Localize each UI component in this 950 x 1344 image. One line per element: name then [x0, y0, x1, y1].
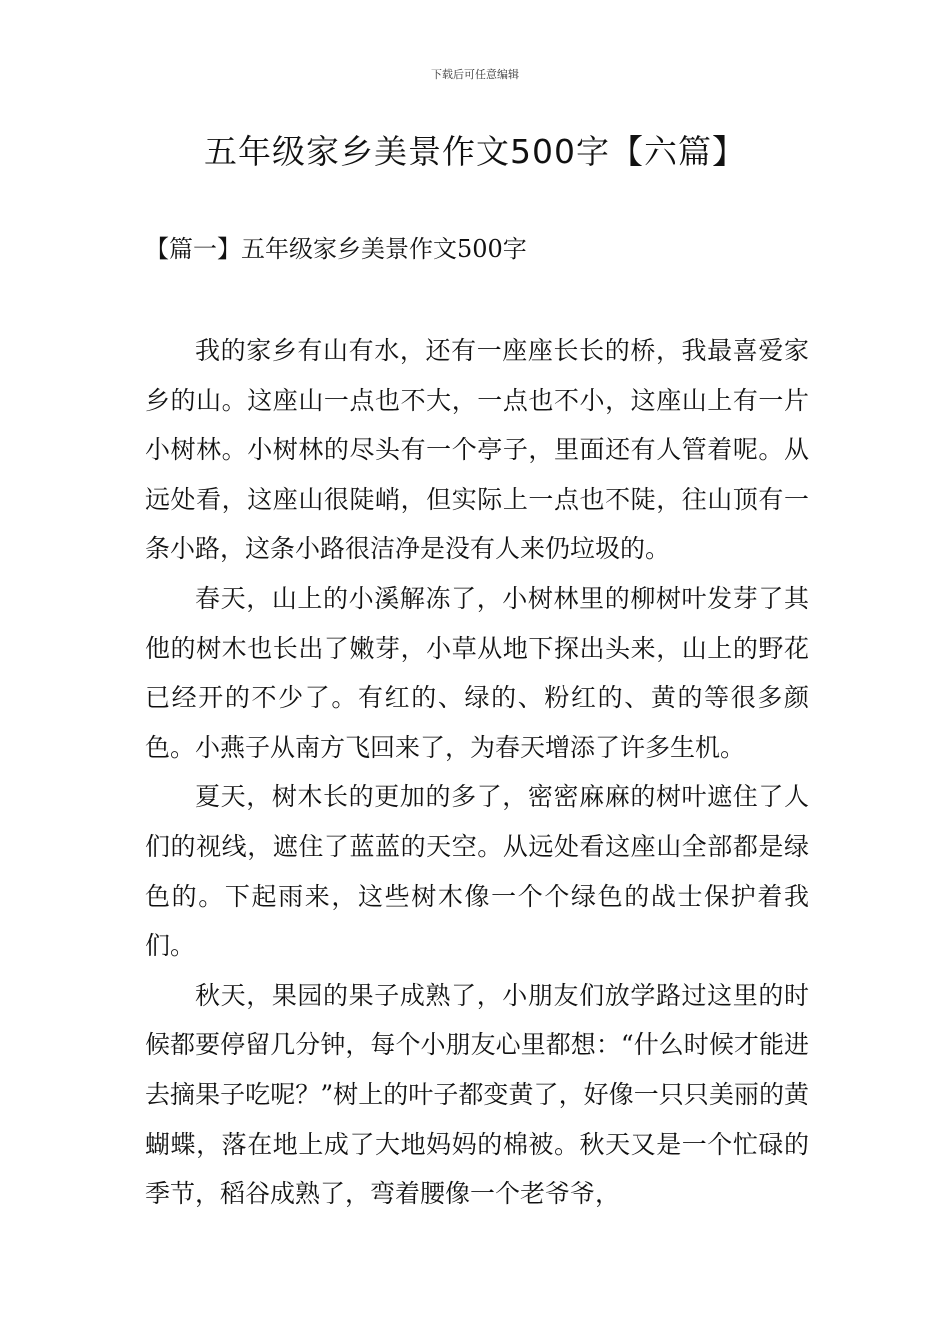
- section-heading: 【篇一】五年级家乡美景作文500字: [145, 235, 527, 263]
- paragraph-4: 秋天，果园的果子成熟了，小朋友们放学路过这里的时候都要停留几分钟，每个小朋友心里都想：“什么时候才能进去摘果子吃呢？”树上的叶子都变黄了，好像一只只美丽的黄蝴蝶，落在地上成了大地妈妈的棉被。秋天又是一个忙碌的季节，稻谷成熟了，弯着腰像一个老爷爷，: [145, 980, 809, 1209]
- document-title: 五年级家乡美景作文500字【六篇】: [204, 132, 746, 171]
- paragraph-3: 夏天，树木长的更加的多了，密密麻麻的树叶遮住了人们的视线，遮住了蓝蓝的天空。从远处看这座山全部都是绿色的。下起雨来，这些树木像一个个绿色的战士保护着我们。: [145, 782, 809, 961]
- header-note: 下载后可任意编辑: [431, 68, 519, 81]
- paragraph-2: 春天，山上的小溪解冻了，小树林里的柳树叶发芽了其他的树木也长出了嫩芽，小草从地下探出头来，山上的野花已经开的不少了。有红的、绿的、粉红的、黄的等很多颜色。小燕子从南方飞回来了，为春天增添了许多生机。: [145, 583, 809, 762]
- essay-body: [145, 326, 809, 1219]
- paragraph-1: 我的家乡有山有水，还有一座座长长的桥，我最喜爱家乡的山。这座山一点也不大，一点也不小，这座山上有一片小树林。小树林的尽头有一个亭子，里面还有人管着呢。从远处看，这座山很陡峭，但实际上一点也不陡，往山顶有一条小路，这条小路很洁净是没有人来仍垃圾的。: [145, 336, 809, 564]
